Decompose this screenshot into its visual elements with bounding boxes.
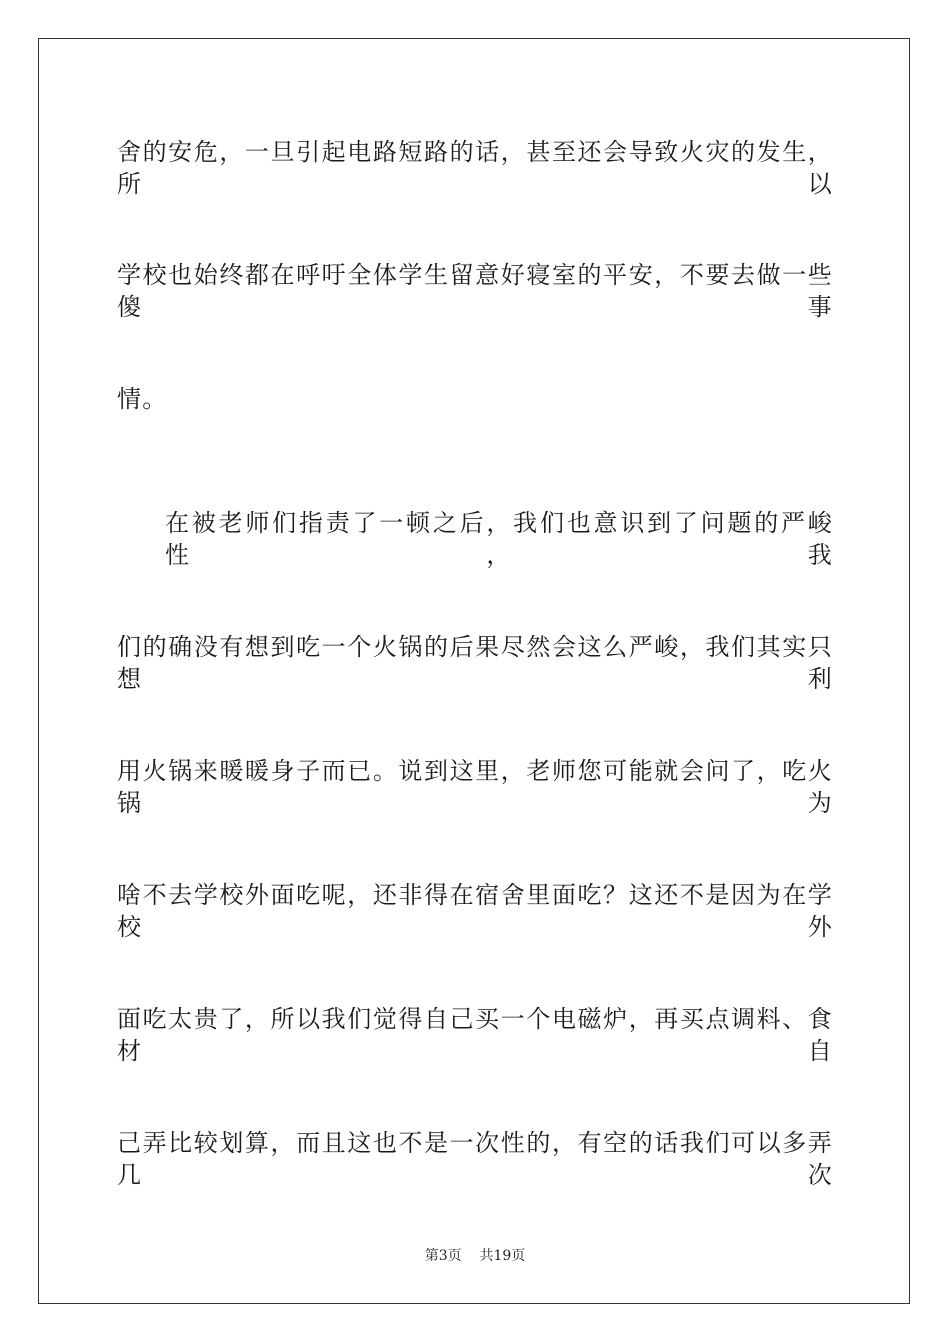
- page-footer: [0, 1247, 950, 1265]
- text-line-2: 学校也始终都在呼吁全体学生留意好寝室的平安，不要去做一些傻事: [117, 261, 833, 321]
- text-line-5: 们的确没有想到吃一个火锅的后果尽然会这么严峻，我们其实只想利: [117, 633, 833, 693]
- text-line-7: 啥不去学校外面吃呢，还非得在宿舍里面吃？这还不是因为在学校外: [117, 881, 833, 941]
- text-line-1: 舍的安危，一旦引起电路短路的话，甚至还会导致火灾的发生，所以: [117, 138, 833, 198]
- text-line-8: 面吃太贵了，所以我们觉得自己买一个电磁炉，再买点调料、食材自: [117, 1005, 833, 1065]
- text-line-9: 己弄比较划算，而且这也不是一次性的，有空的话我们可以多弄几次: [117, 1129, 833, 1189]
- total-pages: 共19页: [479, 1248, 526, 1264]
- text-line-3: 情。: [117, 385, 168, 413]
- text-line-6: 用火锅来暖暖身子而已。说到这里，老师您可能就会问了，吃火锅为: [117, 757, 833, 817]
- page-number: 第3页: [424, 1248, 462, 1264]
- text-line-4: 在被老师们指责了一顿之后，我们也意识到了问题的严峻性，我: [165, 509, 833, 569]
